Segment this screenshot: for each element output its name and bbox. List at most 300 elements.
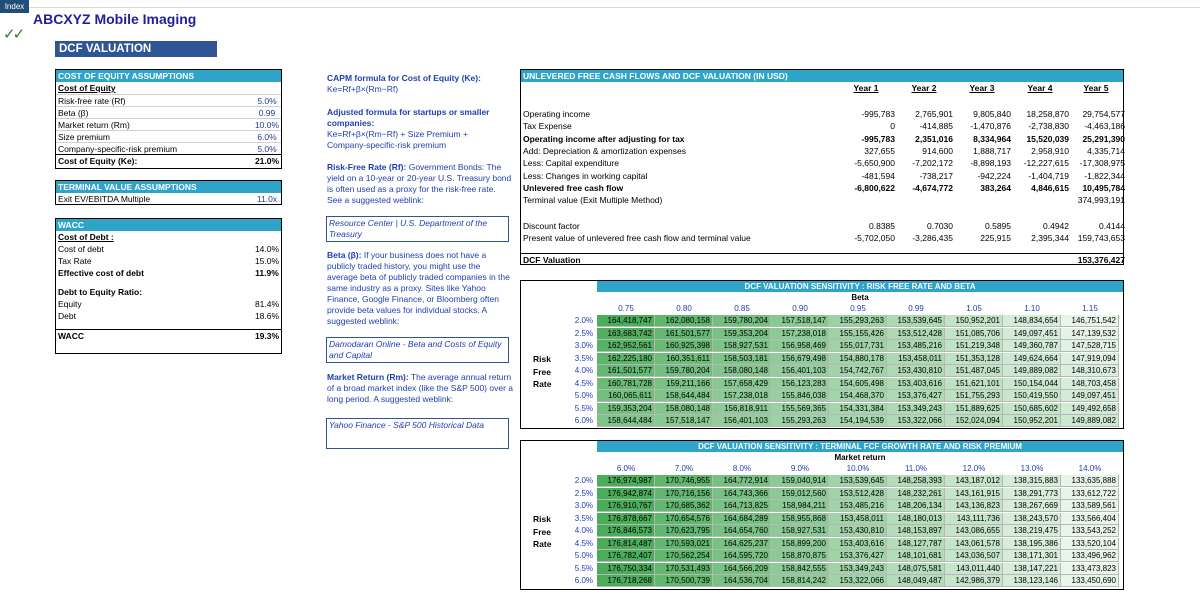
sens1-cell: 150,685,602: [1003, 403, 1061, 415]
equity-value: 81.4%: [254, 299, 280, 309]
sens1-col-header: 0.90: [792, 304, 808, 313]
sens1-cell: 158,644,484: [597, 415, 655, 427]
fcf-cell: 4,846,615: [1031, 182, 1069, 193]
sens1-cell: 158,927,531: [713, 340, 771, 352]
fcf-row: [521, 108, 1123, 120]
sensitivity-beta-table: [520, 280, 1124, 429]
sensitivity-market-table: [520, 440, 1124, 590]
sens1-row-header: 6.0%: [574, 416, 593, 425]
coe-row-value[interactable]: 10.0%: [254, 120, 280, 130]
sens1-cell: 151,487,045: [945, 365, 1003, 377]
sens1-cell: 161,501,577: [597, 365, 655, 377]
coe-row-label: Market return (Rm): [58, 120, 130, 130]
fcf-cell: 383,264: [980, 182, 1011, 193]
discount-cell: 0.8385: [869, 221, 895, 231]
sens1-col-header: 0.85: [734, 304, 750, 313]
discount-label: Discount factor: [523, 221, 580, 231]
fcf-cell: -1,470,876: [970, 121, 1011, 132]
sens2-row-header: 5.5%: [574, 563, 593, 573]
sens2-col-header: 7.0%: [674, 464, 694, 473]
sens1-cell: 149,889,082: [1003, 365, 1061, 377]
sens2-cell: 143,161,915: [945, 488, 1003, 500]
sens1-cell: 148,834,654: [1003, 315, 1061, 327]
sens2-cell: 142,986,379: [945, 575, 1003, 587]
sens1-cell: 147,919,094: [1061, 353, 1119, 365]
rf-note-bold: Risk-Free Rate (Rf):: [327, 162, 407, 172]
fcf-cell: 29,754,577: [1082, 109, 1125, 119]
sens1-cell: 154,880,178: [829, 353, 887, 365]
coe-row: [56, 94, 281, 106]
sens2-cell: 138,147,221: [1003, 563, 1061, 575]
sens2-cell: 138,195,386: [1003, 538, 1061, 550]
sens1-cell: 156,123,283: [771, 378, 829, 390]
sens1-row-header: 3.5%: [574, 353, 593, 363]
sens2-cell: 176,814,487: [597, 538, 655, 550]
sens2-cell: 138,291,773: [1003, 488, 1061, 500]
year-header: Year 4: [1027, 83, 1053, 93]
sens1-cell: 151,353,128: [945, 353, 1003, 365]
sens1-cell: 156,958,469: [771, 340, 829, 352]
wacc-label: WACC: [58, 331, 84, 341]
year-header: Year 2: [911, 83, 937, 93]
divider: [29, 7, 1200, 8]
fcf-cell: 0: [890, 121, 895, 132]
sens1-cell: 151,219,348: [945, 340, 1003, 352]
sens1-row-header: 2.0%: [574, 316, 593, 325]
fcf-row: [521, 170, 1123, 182]
sens2-cell: 138,267,669: [1003, 500, 1061, 512]
sens2-cell: 133,496,962: [1061, 550, 1119, 562]
sens2-cell: 153,322,066: [829, 575, 887, 587]
sens1-col-header: 0.75: [618, 304, 634, 313]
fcf-header: UNLEVERED FREE CASH FLOWS AND DCF VALUATION (IN USD): [521, 70, 1123, 82]
fcf-cell: 10,495,784: [1082, 182, 1125, 193]
terminal-value-block: [55, 180, 282, 205]
sens1-cell: 156,679,498: [771, 353, 829, 365]
sens2-cell: 133,473,823: [1061, 563, 1119, 575]
fcf-table: [520, 69, 1124, 265]
fcf-cell: -995,783: [861, 109, 895, 119]
coe-total-row: [56, 154, 281, 166]
fcf-cell: -8,898,193: [970, 158, 1011, 169]
sens1-cell: 156,401,103: [771, 365, 829, 377]
fcf-cell: -12,227,615: [1023, 158, 1069, 169]
fcf-row-label: Operating income: [523, 109, 591, 119]
fcf-row-label: Terminal value (Exit Multiple Method): [523, 195, 663, 206]
sens1-cell: 153,322,066: [887, 415, 945, 427]
sens2-cell: 133,520,104: [1061, 538, 1119, 550]
sens2-col-title: Market return: [834, 453, 886, 462]
sens2-cell: 158,927,531: [771, 525, 829, 537]
discount-row: [521, 220, 1123, 232]
yahoo-link[interactable]: Yahoo Finance - S&P 500 Historical Data: [326, 418, 509, 449]
sens1-cell: 147,139,532: [1061, 328, 1119, 340]
sens2-cell: 170,685,362: [655, 500, 713, 512]
sens2-cell: 164,743,366: [713, 488, 771, 500]
sens2-cell: 164,566,209: [713, 563, 771, 575]
sens1-col-header: 1.15: [1082, 304, 1098, 313]
fcf-row-label: Add: Depreciation & amortization expenses: [523, 145, 687, 156]
sens2-col-header: 14.0%: [1078, 464, 1102, 473]
sens2-cell: 133,543,252: [1061, 525, 1119, 537]
wacc-sub: [56, 231, 281, 243]
pv-cell: -3,286,435: [912, 233, 953, 243]
coe-row: [56, 130, 281, 142]
sens2-row-header: 4.5%: [574, 538, 593, 548]
sens2-cell: 158,870,875: [771, 550, 829, 562]
sens1-side-label: Free: [533, 366, 551, 377]
sens2-cell: 148,206,134: [887, 500, 945, 512]
sens1-cell: 159,780,204: [713, 315, 771, 327]
debt-label: Debt: [58, 311, 76, 321]
fcf-row-label: Less: Capital expenditure: [523, 158, 619, 169]
sens2-col-header: 13.0%: [1020, 464, 1044, 473]
sens1-cell: 150,154,044: [1003, 378, 1061, 390]
cost-of-debt-row: [56, 243, 281, 255]
sens2-cell: 133,635,888: [1061, 475, 1119, 487]
sens1-cell: 160,065,611: [597, 390, 655, 402]
sens1-cell: 155,017,731: [829, 340, 887, 352]
sens1-cell: 154,742,767: [829, 365, 887, 377]
damodaran-link[interactable]: Damodaran Online - Beta and Costs of Equity and Capital: [326, 337, 509, 363]
sens2-cell: 143,136,823: [945, 500, 1003, 512]
discount-cell: 0.4942: [1043, 221, 1069, 231]
discount-cell: 0.5895: [985, 221, 1011, 231]
sens1-cell: 159,353,204: [597, 403, 655, 415]
coe-total-value: 21.0%: [254, 156, 280, 166]
beta-note-bold: Beta (β):: [327, 250, 362, 260]
sens1-cell: 153,512,428: [887, 328, 945, 340]
de-row: [56, 286, 281, 298]
coe-sub-label: Cost of Equity: [58, 83, 116, 93]
sens1-cell: 163,683,742: [597, 328, 655, 340]
fcf-row-label: Less: Changes in working capital: [523, 170, 648, 181]
cod-row-value[interactable]: 15.0%: [254, 256, 280, 266]
sens1-col-header: 1.05: [966, 304, 982, 313]
sens2-cell: 176,910,767: [597, 500, 655, 512]
pv-row: [521, 232, 1123, 244]
wacc-block: [55, 218, 282, 354]
cost-of-debt-row: [56, 255, 281, 267]
sens1-cell: 162,952,561: [597, 340, 655, 352]
sens2-cell: 148,180,013: [887, 513, 945, 525]
sens1-cell: 158,080,148: [655, 403, 713, 415]
sens2-row-header: 2.5%: [574, 488, 593, 498]
coe-row-value[interactable]: 0.99: [258, 108, 276, 118]
wacc-sub-label: Cost of Debt :: [58, 232, 114, 242]
sens2-cell: 148,075,581: [887, 563, 945, 575]
sens2-row-header: 2.0%: [574, 476, 593, 485]
sens2-cell: 148,101,681: [887, 550, 945, 562]
fcf-cell: 1,888,717: [973, 145, 1011, 156]
sens2-cell: 170,500,739: [655, 575, 713, 587]
sens2-row-header: 3.0%: [574, 501, 593, 510]
sens1-cell: 160,925,398: [655, 340, 713, 352]
wacc-value: 19.3%: [254, 331, 280, 341]
sens2-cell: 164,595,720: [713, 550, 771, 562]
fcf-cell: -6,800,622: [854, 182, 895, 193]
beta-note: [327, 250, 513, 327]
coe-row-label: Size premium: [58, 132, 110, 142]
sens1-cell: 153,539,645: [887, 315, 945, 327]
sens1-cell: 146,751,542: [1061, 315, 1119, 327]
sens1-cell: 148,310,673: [1061, 365, 1119, 377]
fcf-cell: 327,655: [864, 145, 895, 156]
fcf-cell: 374,993,191: [1077, 195, 1125, 206]
coe-total-label: Cost of Equity (Ke):: [58, 156, 138, 166]
sens1-row-header: 2.5%: [574, 328, 593, 338]
sens2-header: DCF VALUATION SENSITIVITY : TERMINAL FCF GROWTH RATE AND RISK PREMIUM: [597, 441, 1123, 452]
coe-row-value[interactable]: 6.0%: [257, 132, 277, 142]
sens2-cell: 170,593,021: [655, 538, 713, 550]
cod-row-value: 11.9%: [255, 268, 279, 278]
fcf-cell: 9,805,840: [973, 109, 1011, 119]
sens2-cell: 153,485,216: [829, 500, 887, 512]
sens2-cell: 164,684,289: [713, 513, 771, 525]
sens2-cell: 138,123,146: [1003, 575, 1061, 587]
sens1-cell: 155,293,263: [771, 415, 829, 427]
year-header: Year 1: [853, 83, 879, 93]
fcf-row-label: Unlevered free cash flow: [523, 182, 624, 193]
sens2-cell: 153,512,428: [829, 488, 887, 500]
coe-row-label: Company-specific-risk premium: [58, 144, 178, 154]
sens1-cell: 161,501,577: [655, 328, 713, 340]
sens1-cell: 153,430,810: [887, 365, 945, 377]
sens1-cell: 153,403,616: [887, 378, 945, 390]
fcf-row-label: Tax Expense: [523, 121, 572, 132]
sens2-row-header: 5.0%: [574, 551, 593, 560]
sens1-cell: 159,211,166: [655, 378, 713, 390]
sens2-cell: 170,562,254: [655, 550, 713, 562]
sens2-cell: 148,153,897: [887, 525, 945, 537]
fcf-cell: 15,520,039: [1026, 133, 1069, 144]
capm-title: CAPM formula for Cost of Equity (Ke):: [327, 73, 481, 83]
sens2-cell: 176,878,667: [597, 513, 655, 525]
sens2-col-header: 9.0%: [790, 464, 810, 473]
tv-label: Exit EV/EBITDA Multiple: [58, 194, 151, 204]
sens1-cell: 164,418,747: [597, 315, 655, 327]
fcf-cell: -481,594: [861, 170, 895, 181]
cod-row-label: Tax Rate: [58, 256, 92, 266]
sens1-row-header: 5.0%: [574, 391, 593, 400]
sens2-cell: 164,713,825: [713, 500, 771, 512]
fcf-cell: 18,258,870: [1026, 109, 1069, 119]
sens2-cell: 148,232,261: [887, 488, 945, 500]
fcf-cell: 2,351,016: [915, 133, 953, 144]
sens1-col-header: 1.10: [1024, 304, 1040, 313]
sens2-cell: 170,654,576: [655, 513, 713, 525]
sens1-cell: 159,353,204: [713, 328, 771, 340]
sens2-cell: 159,040,914: [771, 475, 829, 487]
sens2-cell: 153,349,243: [829, 563, 887, 575]
sens2-cell: 159,012,560: [771, 488, 829, 500]
fcf-cell: -7,202,172: [912, 158, 953, 169]
cost-of-debt-row: [56, 267, 281, 279]
sens1-cell: 153,458,011: [887, 353, 945, 365]
sens2-cell: 158,842,555: [771, 563, 829, 575]
tv-row: [56, 193, 281, 205]
sens1-cell: 151,889,625: [945, 403, 1003, 415]
year-header: Year 5: [1083, 83, 1109, 93]
fcf-cell: 2,958,910: [1031, 145, 1069, 156]
tv-value[interactable]: 11.0x: [256, 194, 278, 204]
treasury-link[interactable]: Resource Center | U.S. Department of the Treasury: [326, 216, 509, 242]
sens2-cell: 133,566,404: [1061, 513, 1119, 525]
fcf-cell: -942,224: [977, 170, 1011, 181]
sens1-cell: 149,624,664: [1003, 353, 1061, 365]
sens2-cell: 138,243,570: [1003, 513, 1061, 525]
sens2-cell: 164,536,704: [713, 575, 771, 587]
coe-rows: [56, 94, 281, 154]
sens1-side-label: Rate: [533, 379, 552, 389]
sens2-cell: 143,011,440: [945, 563, 1003, 575]
sens2-cell: 143,111,736: [945, 513, 1003, 525]
sens2-col-header: 6.0%: [616, 464, 636, 473]
sens2-cell: 148,049,487: [887, 575, 945, 587]
sens2-row-header: 6.0%: [574, 576, 593, 585]
beta-note-text: If your business does not have a publicly traded history, you might use the average beta of publicly traded companies in the same industry as a proxy. Sites like Yahoo Finance, Google Finance, or Bloomberg often provide beta values for individual stocks. A suggested weblink:: [327, 250, 510, 326]
sens1-cell: 157,238,018: [771, 328, 829, 340]
fcf-cell: 2,765,901: [915, 109, 953, 119]
fcf-cell: -414,885: [919, 121, 953, 132]
sens1-col-header: 0.80: [676, 304, 692, 313]
sens1-col-title: Beta: [851, 293, 869, 302]
mr-note-text: The average annual return of a broad market index (like the S&P 500) over a long period. A suggested weblink:: [327, 372, 513, 404]
fcf-row: [521, 157, 1123, 169]
coe-row-label: Risk-free rate (Rf): [58, 96, 126, 106]
sens1-cell: 153,485,216: [887, 340, 945, 352]
dcf-valuation-label: DCF Valuation: [523, 255, 581, 265]
sens1-cell: 153,349,243: [887, 403, 945, 415]
sens1-cell: 152,024,094: [945, 415, 1003, 427]
fcf-row-label: Operating income after adjusting for tax: [523, 133, 685, 144]
cod-row-value[interactable]: 14.0%: [254, 244, 280, 254]
year-header: Year 3: [969, 83, 995, 93]
sens1-cell: 155,293,263: [829, 315, 887, 327]
sens1-cell: 149,492,658: [1061, 403, 1119, 415]
sens2-cell: 153,458,011: [829, 513, 887, 525]
sens2-cell: 170,746,955: [655, 475, 713, 487]
coe-row-value[interactable]: 5.0%: [257, 144, 277, 154]
adj-title: Adjusted formula for startups or smaller companies:: [327, 107, 490, 128]
sens2-cell: 153,376,427: [829, 550, 887, 562]
sens1-cell: 149,097,451: [1061, 390, 1119, 402]
sens2-cell: 138,315,883: [1003, 475, 1061, 487]
discount-cell: 0.7030: [927, 221, 953, 231]
coe-subheader: [56, 82, 281, 94]
wacc-rows: [56, 243, 281, 279]
sens2-col-header: 11.0%: [904, 464, 928, 473]
sens1-col-header: 0.99: [908, 304, 924, 313]
sens1-cell: 155,846,038: [771, 390, 829, 402]
fcf-cell: -1,822,344: [1084, 170, 1125, 181]
fcf-cell: 4,335,714: [1087, 145, 1125, 156]
sens1-row-header: 3.0%: [574, 341, 593, 350]
app-title: ABCXYZ Mobile Imaging: [33, 11, 197, 27]
sens1-side-label: Risk: [533, 354, 551, 364]
fcf-cell: 914,600: [922, 145, 953, 156]
equity-label: Equity: [58, 299, 82, 309]
sens2-cell: 158,955,868: [771, 513, 829, 525]
fcf-cell: -17,308,975: [1079, 158, 1125, 169]
sens2-cell: 143,036,507: [945, 550, 1003, 562]
adj-formula: Ke=Rf+β×(Rm−Rf) + Size Premium + Company-specific-risk premium: [327, 129, 468, 150]
sens1-cell: 149,889,082: [1061, 415, 1119, 427]
sens1-header: DCF VALUATION SENSITIVITY : RISK FREE RATE AND BETA: [597, 281, 1123, 292]
rf-note: [327, 162, 513, 206]
sens1-cell: 148,703,458: [1061, 378, 1119, 390]
sens2-side-label: Free: [533, 526, 551, 537]
fcf-row: [521, 145, 1123, 157]
fcf-row: [521, 194, 1123, 206]
fcf-row: [521, 120, 1123, 132]
sens2-cell: 170,623,795: [655, 525, 713, 537]
sens2-cell: 176,782,407: [597, 550, 655, 562]
sens2-cell: 153,403,616: [829, 538, 887, 550]
index-tab[interactable]: Index: [0, 0, 29, 13]
equity-row: [56, 298, 281, 310]
sens2-cell: 138,219,475: [1003, 525, 1061, 537]
sens1-cell: 158,503,181: [713, 353, 771, 365]
checkmark-icon: ✓✓: [3, 26, 23, 43]
sens1-cell: 159,780,204: [655, 365, 713, 377]
wacc-header: WACC: [56, 219, 281, 231]
capm-formula: Ke=Rf+β×(Rm−Rf): [327, 84, 399, 94]
sens1-cell: 160,351,611: [655, 353, 713, 365]
sens2-cell: 170,716,156: [655, 488, 713, 500]
sens2-cell: 143,061,578: [945, 538, 1003, 550]
sens1-cell: 162,080,158: [655, 315, 713, 327]
pv-cell: 2,395,344: [1031, 233, 1069, 243]
cod-row-label: Cost of debt: [58, 244, 104, 254]
cost-of-equity-block: [55, 69, 282, 169]
sens1-cell: 160,781,728: [597, 378, 655, 390]
sens2-col-header: 10.0%: [846, 464, 870, 473]
coe-row-value[interactable]: 5.0%: [257, 96, 277, 106]
sens1-cell: 157,518,147: [655, 415, 713, 427]
sens1-cell: 158,644,484: [655, 390, 713, 402]
sens1-row-header: 4.5%: [574, 378, 593, 388]
sens1-cell: 149,360,787: [1003, 340, 1061, 352]
sens2-col-header: 8.0%: [732, 464, 752, 473]
sens2-cell: 176,846,573: [597, 525, 655, 537]
fcf-cell: -738,217: [919, 170, 953, 181]
sens1-cell: 156,818,911: [713, 403, 771, 415]
sens2-cell: 143,187,012: [945, 475, 1003, 487]
sens1-row-header: 5.5%: [574, 403, 593, 413]
sens2-side-label: Rate: [533, 539, 552, 549]
sens1-cell: 157,238,018: [713, 390, 771, 402]
rf-note-text: Government Bonds: The yield on a 10-year or 20-year U.S. Treasury bond is often used as a proxy for the risk-free rate. See a suggested weblink:: [327, 162, 512, 205]
sens2-cell: 158,984,211: [771, 500, 829, 512]
sens1-cell: 153,376,427: [887, 390, 945, 402]
coe-row: [56, 142, 281, 154]
sens2-cell: 133,589,561: [1061, 500, 1119, 512]
fcf-cell: -4,463,186: [1084, 121, 1125, 132]
debt-value: 18.6%: [254, 311, 280, 321]
tv-header: TERMINAL VALUE ASSUMPTIONS: [56, 181, 281, 193]
sens2-col-header: 12.0%: [962, 464, 986, 473]
sens2-cell: 133,450,690: [1061, 575, 1119, 587]
fcf-row: [521, 133, 1123, 145]
debt-row: [56, 310, 281, 322]
pv-label: Present value of unlevered free cash flow and terminal value: [523, 233, 751, 243]
sens2-cell: 176,942,874: [597, 488, 655, 500]
fcf-cell: 8,334,964: [973, 133, 1011, 144]
sens1-cell: 158,080,148: [713, 365, 771, 377]
pv-cell: 159,743,653: [1077, 233, 1125, 243]
sens1-cell: 155,155,426: [829, 328, 887, 340]
